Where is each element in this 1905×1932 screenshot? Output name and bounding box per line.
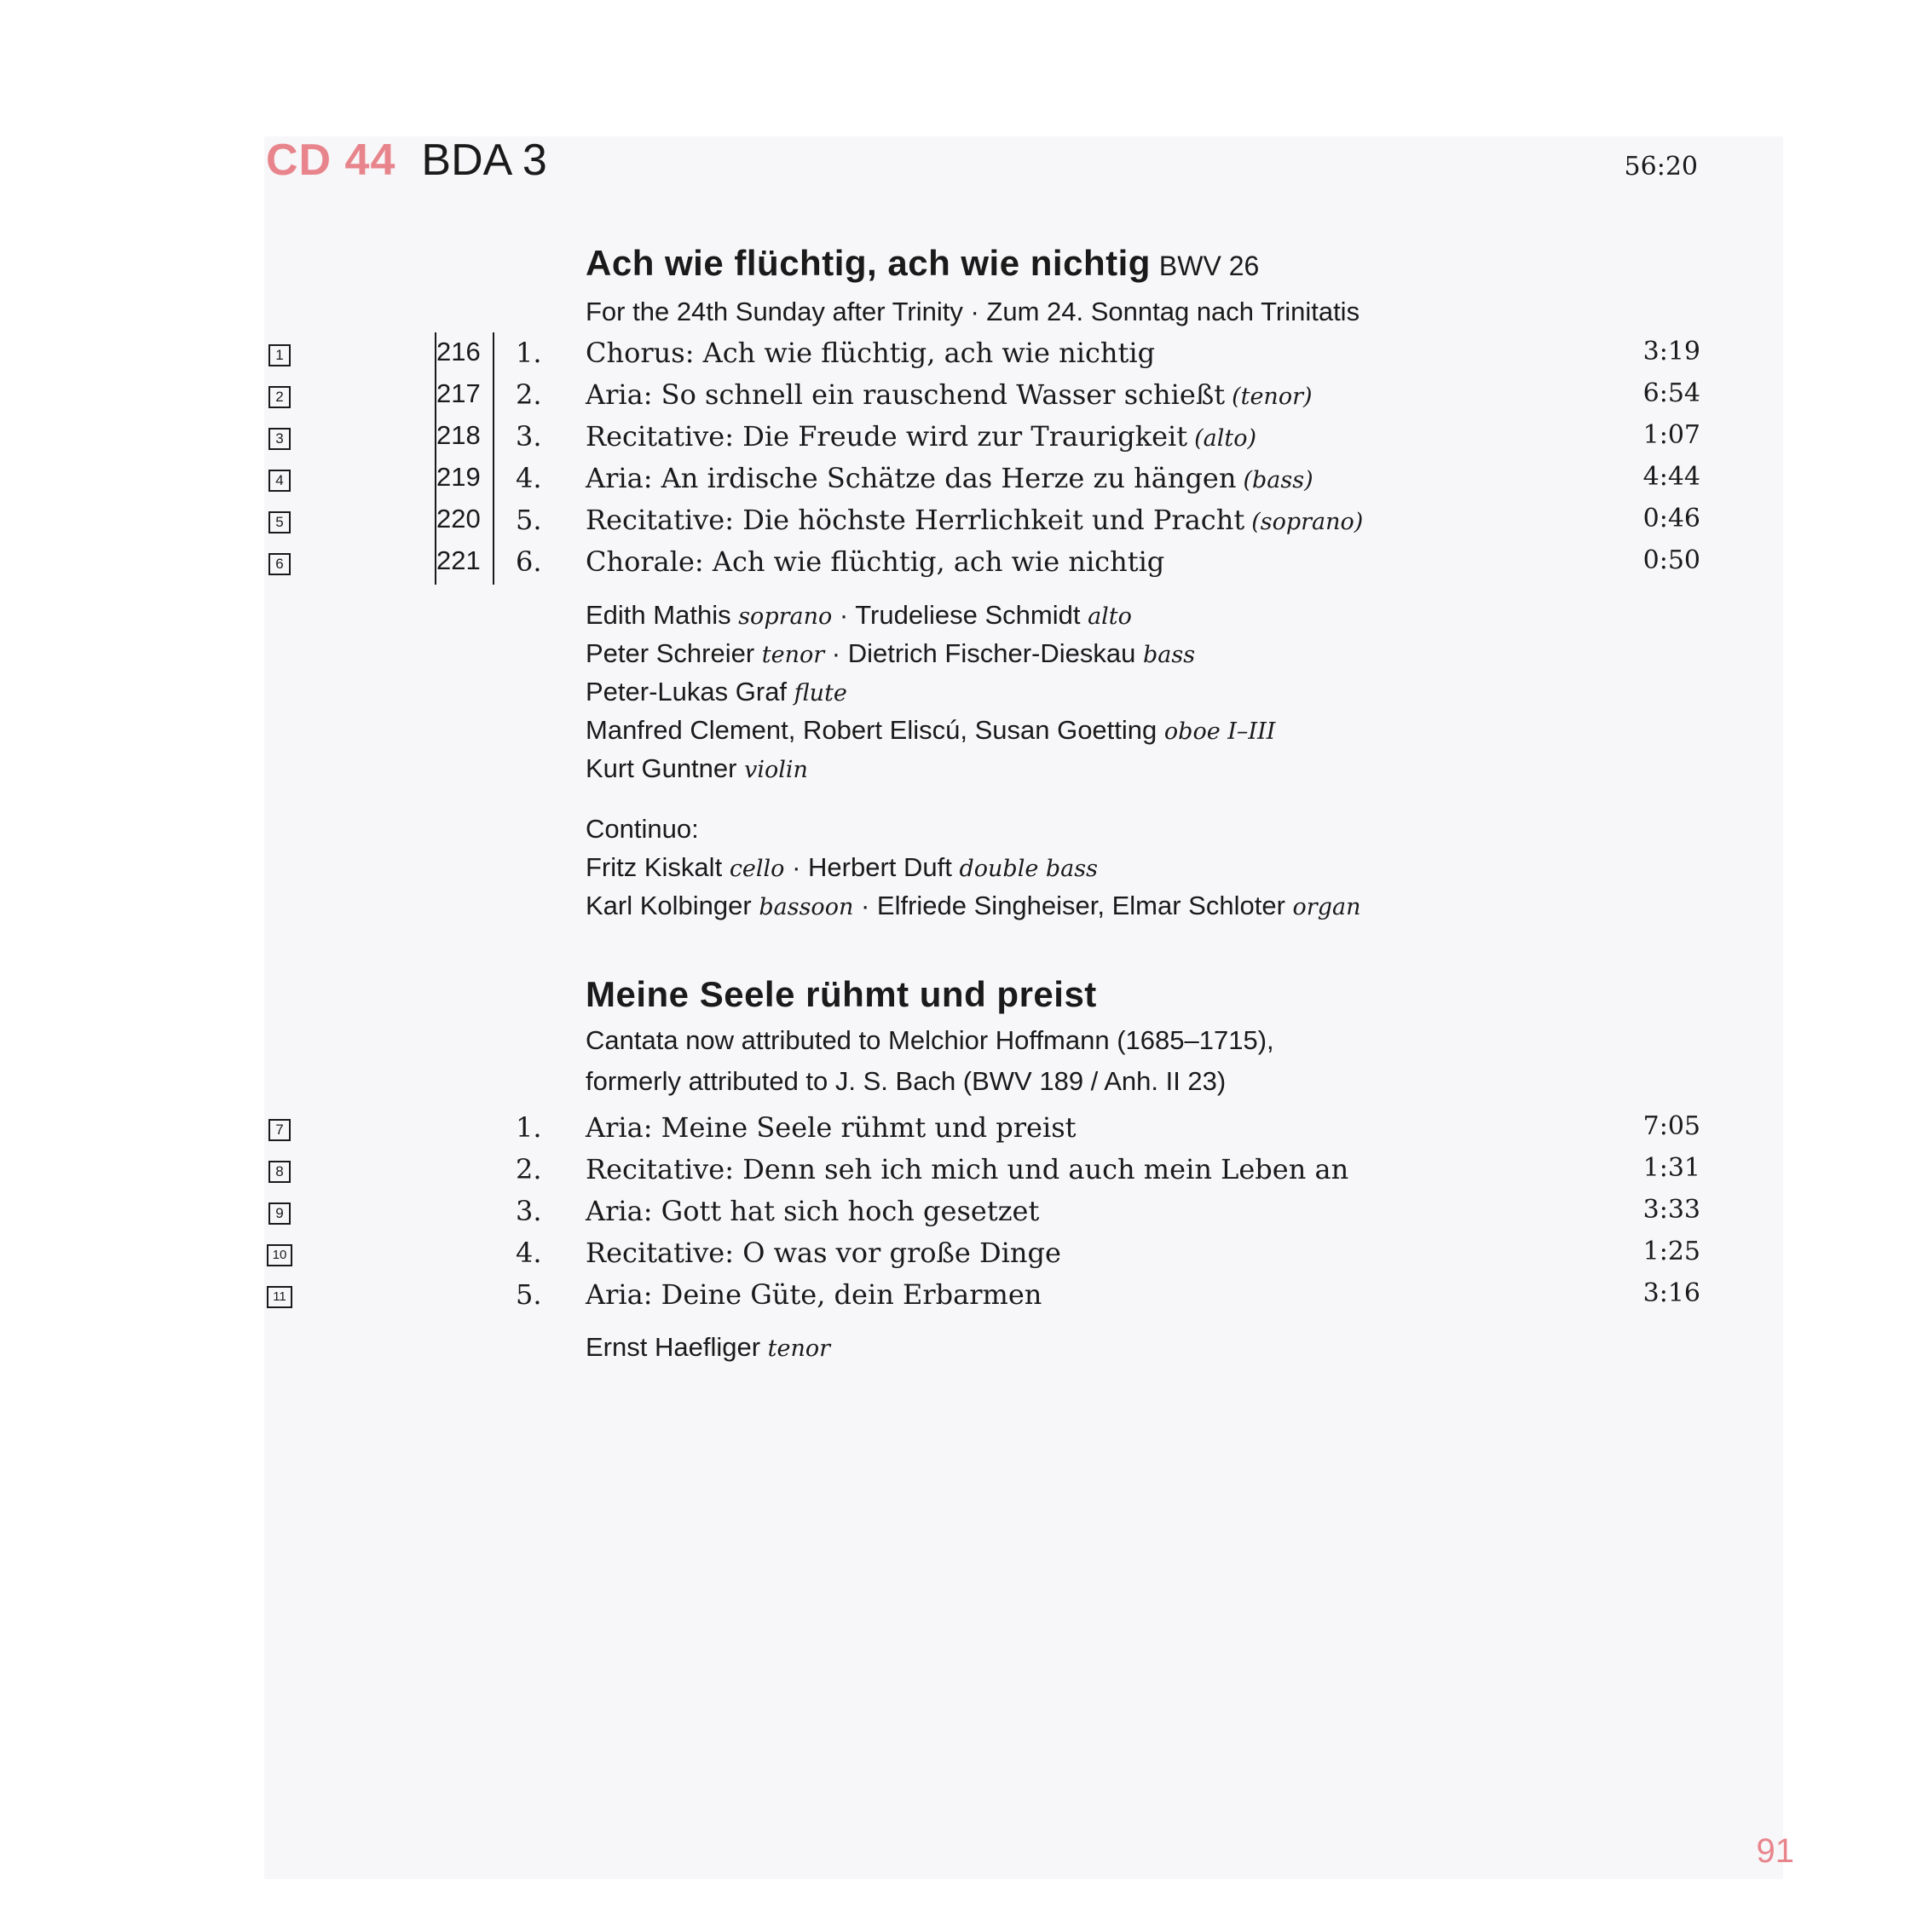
voice-part: (alto) [1194,425,1257,452]
performer-name: Kurt Guntner [586,753,737,783]
voice-part: (tenor) [1232,384,1313,410]
performer-line [586,852,1098,883]
track-duration: 3:33 [1642,1195,1700,1225]
performer-line [586,638,1195,669]
movement-number: 3. [516,1195,542,1227]
track-number-box: 11 [267,1286,292,1308]
performer-role: alto [1088,603,1132,630]
movement-number: 1. [516,1111,542,1144]
performer-role: bass [1142,642,1196,668]
performer-line [586,1332,830,1363]
track-duration: 0:50 [1642,545,1700,575]
work1-bwv: BWV 26 [1158,251,1260,281]
performer-name: Edith Mathis [586,600,731,630]
movement-number: 5. [516,504,542,536]
performer-name: Herbert Duft [808,852,952,882]
track-number-box: 8 [268,1161,291,1183]
track-row[interactable] [0,545,1905,586]
track-duration: 4:44 [1642,462,1700,492]
performer-line [586,677,847,707]
track-row[interactable] [0,1153,1905,1194]
track-row[interactable] [0,1111,1905,1152]
track-duration: 3:19 [1642,337,1700,366]
track-row[interactable] [0,1278,1905,1319]
movement-title: Recitative: Denn seh ich mich und auch mein Leben an [586,1153,1349,1185]
work2-attribution: formerly attributed to J. S. Bach (BWV 189 / Anh. II 23) [586,1066,1227,1096]
track-duration: 1:07 [1642,420,1700,450]
performer-line [586,600,1132,631]
movement-title: Recitative: O was vor große Dinge [586,1237,1061,1269]
track-row[interactable] [0,337,1905,378]
performer-name: Fritz Kiskalt [586,852,723,882]
performer-name: Ernst Haefliger [586,1332,761,1362]
movement-title: Aria: Gott hat sich hoch gesetzet [586,1195,1040,1227]
movement-number: 4. [516,462,542,494]
performer-role: bassoon [759,894,854,920]
track-row[interactable] [0,420,1905,461]
track-number-box: 4 [268,470,291,492]
performer-name: Elfriede Singheiser, Elmar Schloter [876,891,1285,920]
track-number-box: 9 [268,1202,291,1225]
bda-label: BDA 3 [421,136,547,185]
performer-role: flute [794,680,847,706]
movement-number: 6. [516,545,542,578]
disc-track-number: 216 [436,337,481,366]
movement-title [586,504,1363,536]
continuo-label: Continuo: [586,814,699,844]
track-number-box: 5 [268,511,291,533]
separator: · [832,600,856,630]
performer-name: Manfred Clement, Robert Eliscú, Susan Goetting [586,715,1157,745]
movement-title-text: Aria: So schnell ein rauschend Wasser schießt [586,378,1226,411]
work2-attribution: Cantata now attributed to Melchior Hoffmann (1685–1715), [586,1025,1274,1055]
performer-role: organ [1292,894,1361,920]
disc-track-number: 219 [436,462,481,492]
performer-name: Karl Kolbinger [586,891,752,920]
track-row[interactable] [0,378,1905,419]
performer-name: Dietrich Fischer-Dieskau [847,638,1136,668]
performer-name: Trudeliese Schmidt [855,600,1081,630]
performer-role: violin [744,757,808,783]
separator: · [853,891,877,920]
movement-title-text: Aria: An irdische Schätze das Herze zu hängen [586,462,1237,494]
work2-title: Meine Seele rühmt und preist [586,974,1097,1014]
performer-name: Peter Schreier [586,638,755,668]
performer-role: cello [729,856,785,882]
disc-track-number: 221 [436,545,481,575]
performer-role: tenor [767,1335,831,1362]
movement-title: Aria: Deine Güte, dein Erbarmen [586,1278,1042,1311]
track-number-box: 6 [268,553,291,575]
performer-role: oboe I–III [1163,718,1276,745]
movement-title-text: Chorale: Ach wie flüchtig, ach wie nichtig [586,545,1165,578]
work1-title [586,243,1259,284]
movement-title [586,337,1155,369]
track-number-box: 3 [268,428,291,450]
performer-name: Peter-Lukas Graf [586,677,788,706]
work1-occasion: For the 24th Sunday after Trinity · Zum 24. Sonntag nach Trinitatis [586,297,1360,326]
movement-title: Aria: Meine Seele rühmt und preist [586,1111,1077,1144]
track-number-box: 10 [267,1244,292,1266]
disc-track-number: 220 [436,504,481,533]
track-row[interactable] [0,462,1905,503]
movement-title [586,378,1313,411]
movement-number: 2. [516,1153,542,1185]
track-number-box: 1 [268,344,291,366]
page-number: 91 [1756,1832,1794,1870]
movement-number: 3. [516,420,542,453]
track-duration: 7:05 [1642,1111,1700,1141]
track-duration: 1:25 [1642,1237,1700,1266]
performer-line [586,891,1360,921]
cd-label: CD 44 [266,136,396,185]
movement-title-text: Recitative: Die Freude wird zur Traurigkeit [586,420,1188,453]
separator: · [824,638,848,668]
performer-role: tenor [761,642,825,668]
track-row[interactable] [0,1195,1905,1236]
disc-track-number: 218 [436,420,481,450]
movement-number: 4. [516,1237,542,1269]
disc-track-number: 217 [436,378,481,408]
movement-title-text: Chorus: Ach wie flüchtig, ach wie nichtig [586,337,1156,369]
track-duration: 0:46 [1642,504,1700,533]
track-duration: 6:54 [1642,378,1700,408]
movement-title [586,420,1256,453]
performer-role: soprano [738,603,833,630]
movement-title-text: Recitative: Die höchste Herrlichkeit und Pracht [586,504,1245,536]
movement-number: 2. [516,378,542,411]
performer-line [586,715,1275,746]
separator: · [784,852,809,882]
total-duration: 56:20 [1624,152,1698,182]
voice-part: (soprano) [1251,509,1364,535]
track-duration: 3:16 [1642,1278,1700,1308]
movement-number: 1. [516,337,542,369]
movement-title [586,462,1313,494]
track-number-box: 2 [268,386,291,408]
track-number-box: 7 [268,1119,291,1141]
movement-title [586,545,1164,578]
track-row[interactable] [0,1237,1905,1277]
performer-role: double bass [959,856,1098,882]
work1-title-text: Ach wie flüchtig, ach wie nichtig [586,243,1151,283]
movement-number: 5. [516,1278,542,1311]
track-duration: 1:31 [1642,1153,1700,1183]
performer-line [586,753,808,784]
voice-part: (bass) [1243,467,1313,493]
track-row[interactable] [0,504,1905,545]
cd-header [266,135,547,194]
